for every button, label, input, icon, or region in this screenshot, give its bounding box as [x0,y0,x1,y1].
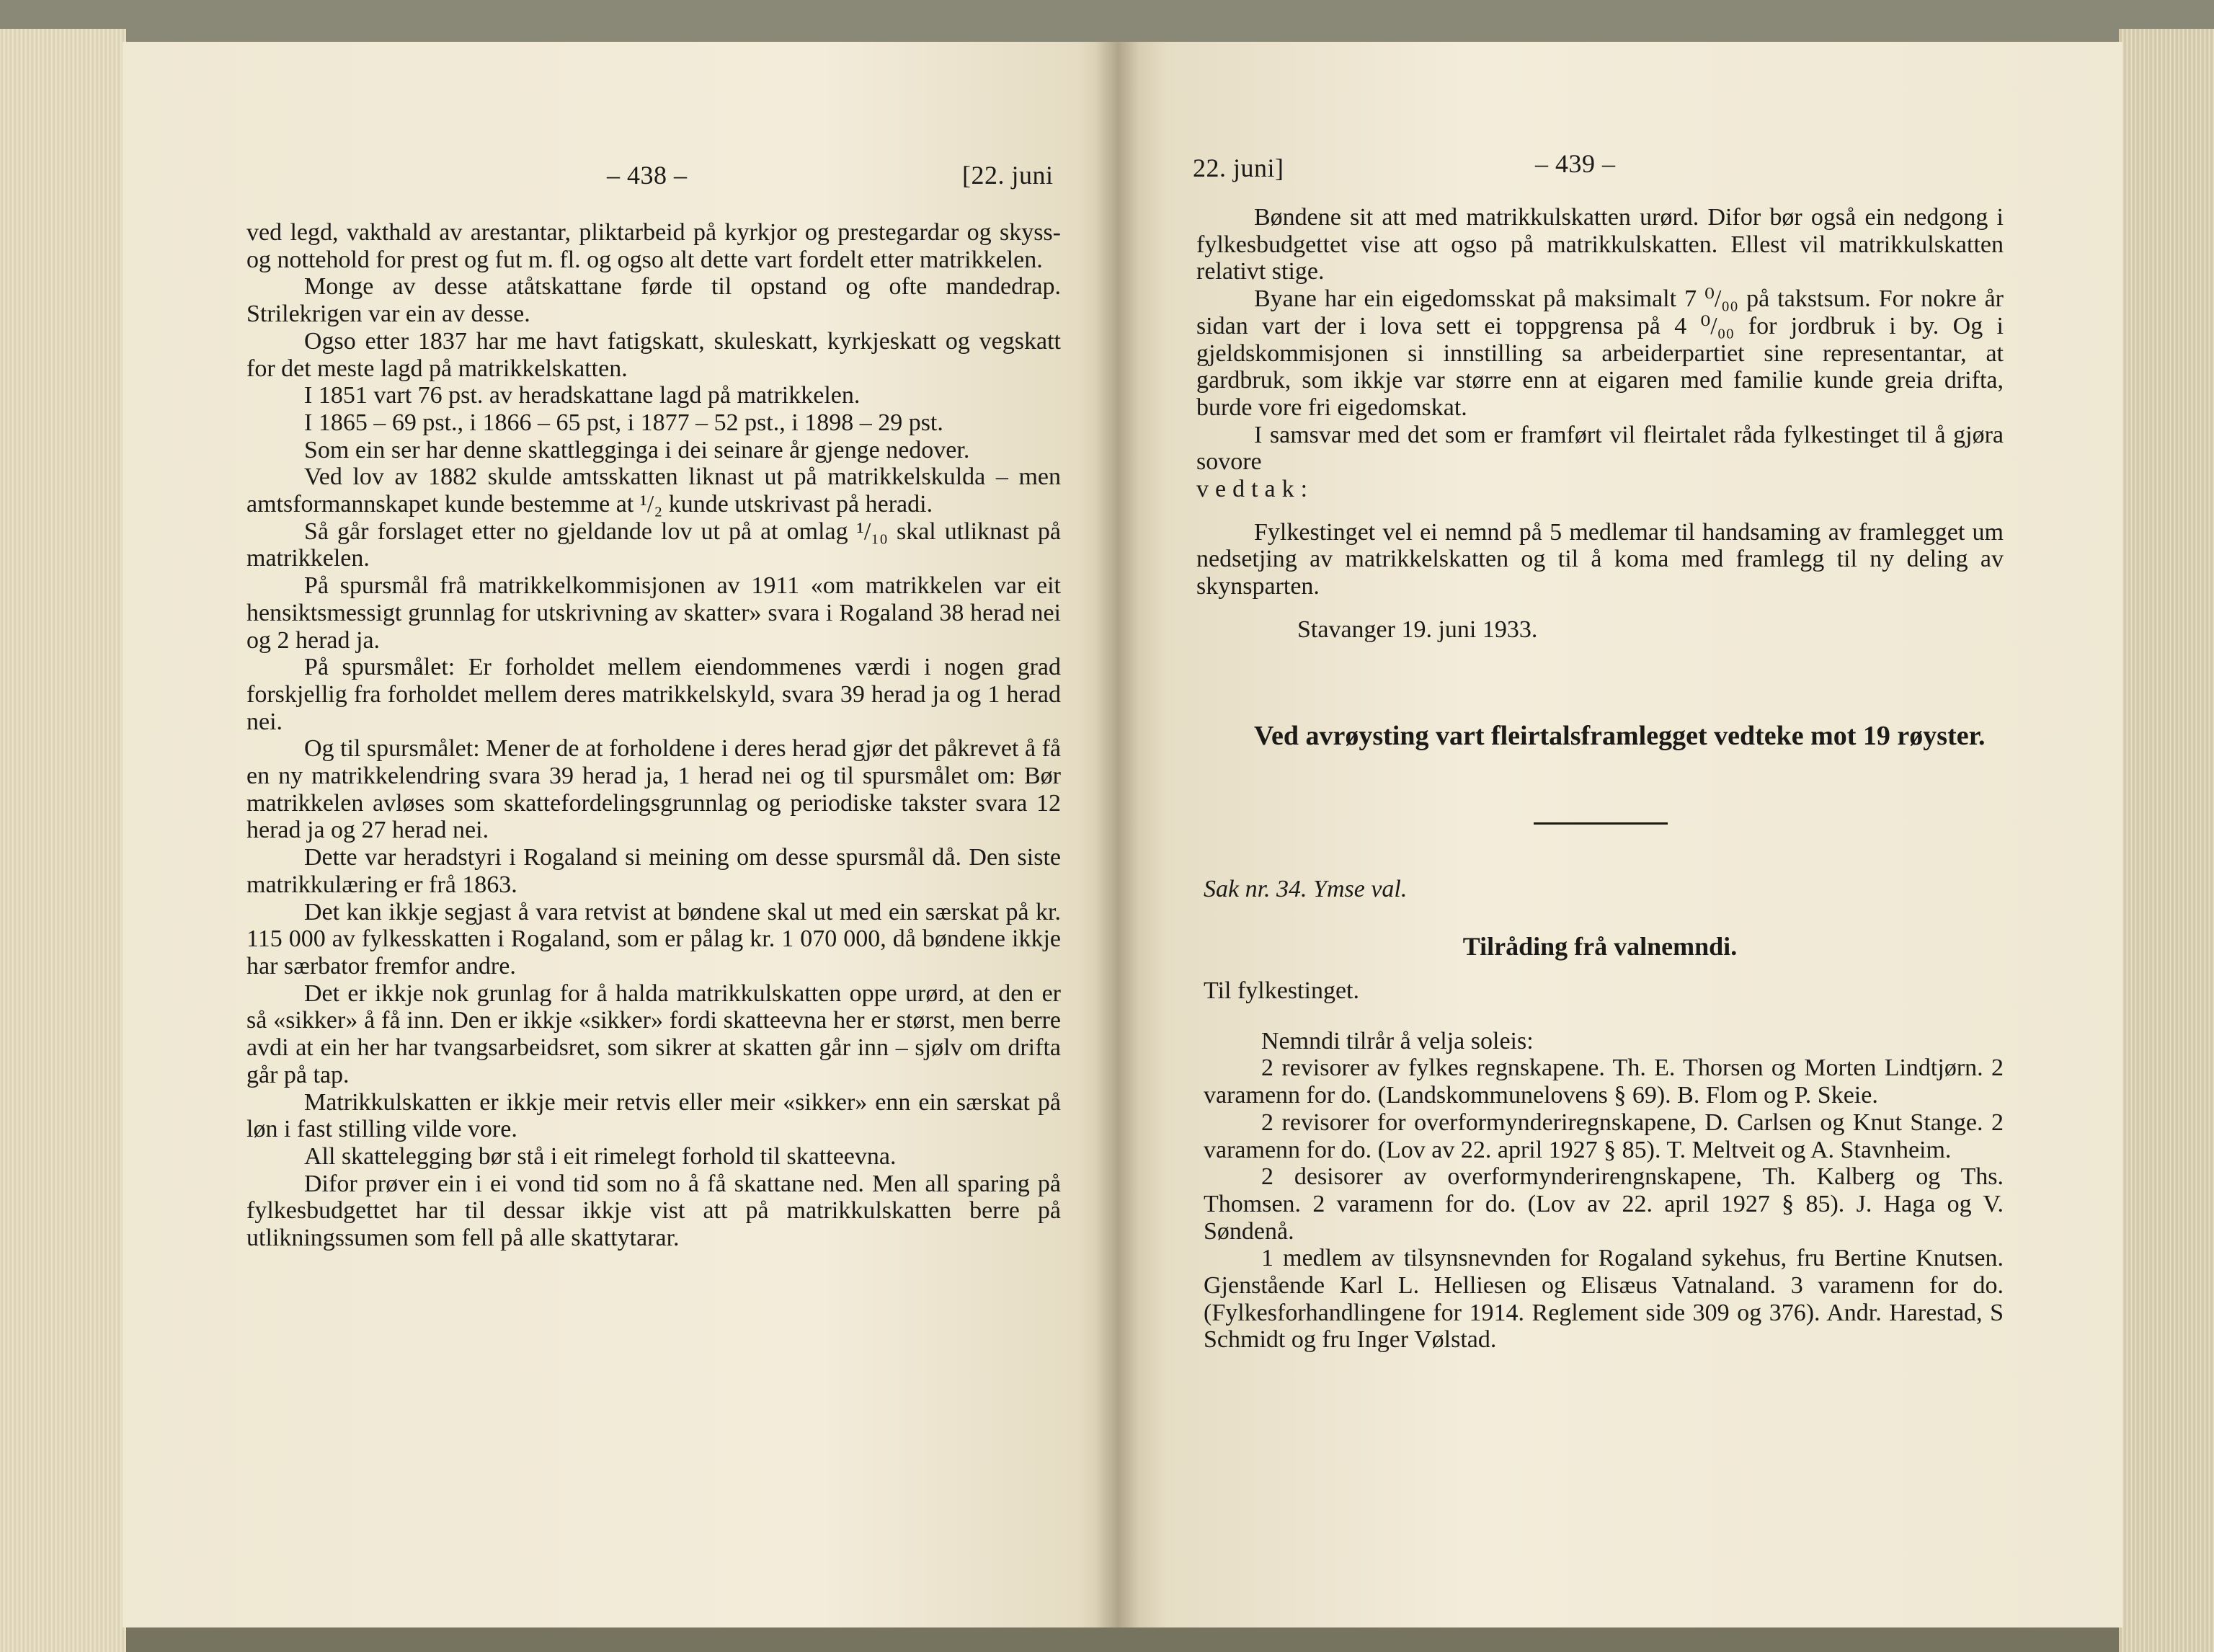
page-edges-right [2119,29,2214,1652]
paragraph: 2 revisorer for overformynderiregnskapene, D. Carlsen og Knut Stange. 2 varamenn for do. (Lov av 22. april 1927 § 85). T. Meltveit og A. Stavnheim. [1204,1109,2004,1163]
paragraph: Og til spursmålet: Mener de at forholdene i deres herad gjør det påkrevet å få en ny matrikkelendring svara 39 herad ja, 1 herad nei og til spursmålet om: Bør matrikkelen avløses som skattefordelingsgrunnlag og periodiske takster svara 12 herad ja og 27 herad nei. [246,735,1061,844]
right-page-body-top [1196,204,2004,644]
section-divider [1534,822,1668,825]
paragraph: I 1851 vart 76 pst. av heradskattane lagd på matrikkelen. [304,382,861,409]
page-edges-left [0,29,126,1652]
paragraph: 2 revisorer av fylkes regnskapene. Th. E. Thorsen og Morten Lindtjørn. 2 varamenn for do. (Landskommunelovens § 69). B. Flom og P. Skeie. [1204,1054,2004,1109]
vedtak-label: vedtak: [1196,476,1315,503]
left-page-date: [22. juni [962,161,1054,190]
paragraph: Nemndi tilrår å velja soleis: [1261,1027,1534,1054]
paragraph: Monge av desse atåtskattane førde til opstand og ofte mandedrap. Strilekrigen var ein av desse. [246,273,1061,328]
addressee: Til fylkestinget. [1204,977,1359,1004]
paragraph: Bøndene sit att med matrikkulskatten urørd. Difor bør også ein nedgong i fylkesbudgettet vise att ogso på matrikkulskatten. Ellest vil matrikkulskatten relativt stige. [1196,204,2004,285]
book-gutter [1095,42,1139,1627]
paragraph: Byane har ein eigedomsskat på maksimalt 7 ⁰/₀₀ på takstsum. For nokre år sidan vart der i lova sett ei toppgrensa på 4 ⁰/₀₀ for jordbruk i by. Og i gjeldskommisjonen si innstilling sa arbeiderpartiet sine representantar, at gardbruk, som ikkje var større enn at eigaren med familie kunde greia drifta, burde vore fri eigedomskat. [1196,285,2004,421]
paragraph: Som ein ser har denne skattlegginga i dei seinare år gjenge nedover. [304,436,970,463]
paragraph: Det er ikkje nok grunlag for å halda matrikkulskatten oppe urørd, at den er så «sikker» å få inn. Den er ikkje «sikker» fordi skatteevna her er størst, men berre avdi at ein her har tvangsarbeidsret, som sikrer at skatten går inn – sjølv om drifta går på tap. [246,980,1061,1088]
paragraph: På spursmålet: Er forholdet mellem eiendommenes værdi i nogen grad forskjellig fra forholdet mellem deres matrikkelskyld, svara 39 herad ja og 1 herad nei. [246,654,1061,735]
case-heading: Sak nr. 34. Ymse val. [1204,876,1408,902]
sub-heading: Tilråding frå valnemndi. [1462,932,1738,961]
paragraph: I samsvar med det som er framført vil fleirtalet råda fylkestinget til å gjøra sovore [1196,421,2004,476]
paragraph: Dette var heradstyri i Rogaland si meining om desse spursmål då. Den siste matrikkulæring er frå 1863. [246,844,1061,898]
paragraph: Det kan ikkje segjast å vara retvist at bøndene skal ut med ein særskat på kr. 115 000 av fylkesskatten i Rogaland, som er pålag kr. 1 070 000, då bøndene ikkje har særbator fremfor andre. [246,898,1061,980]
signature-line: Stavanger 19. juni 1933. [1297,616,1538,643]
vote-result: Ved avrøysting vart fleirtalsframlegget vedteke mot 19 røyster. [1254,721,1986,751]
paragraph: All skattelegging bør stå i eit rimelegt forhold til skatteevna. [304,1142,897,1170]
paragraph: I 1865 – 69 pst., i 1866 – 65 pst, i 1877 – 52 pst., i 1898 – 29 pst. [304,409,943,436]
paragraph: Ogso etter 1837 har me havt fatigskatt, skuleskatt, kyrkjeskatt og vegskatt for det meste lagd på matrikkelskatten. [246,327,1061,382]
right-page-body-bottom [1204,977,2004,1354]
paragraph: ved legd, vakthald av arestantar, pliktarbeid på kyrkjor og prestegardar og skyss- og nottehold for prest og fut m. fl. og ogso alt dette vart fordelt etter matrikkelen. [246,219,1061,273]
paragraph: Så går forslaget etter no gjeldande lov ut på at omlag ¹/₁₀ skal utliknast på matrikkelen. [246,518,1061,572]
right-page-date: 22. juni] [1193,154,1284,182]
left-page-number: – 438 – [607,161,688,190]
paragraph: Matrikkulskatten er ikkje meir retvis eller meir «sikker» enn ein særskat på løn i fast stilling vilde vore. [246,1088,1061,1143]
resolution-text: Fylkestinget vel ei nemnd på 5 medlemar til handsaming av framlegget um nedsetjing av matrikkelskatten og til å koma med framlegg til ny deling av skynsparten. [1196,518,2004,600]
paragraph: Difor prøver ein i ei vond tid som no å få skattane ned. Men all sparing på fylkesbudgettet har til dessar ikkje vist att på matrikkulskatten berre på utlikningssumen som fell på alle skattytarar. [246,1170,1061,1252]
left-page-body [246,219,1061,1252]
paragraph: 1 medlem av tilsynsnevnden for Rogaland sykehus, fru Bertine Knutsen. Gjenstående Karl L. Helliesen og Elisæus Vatnaland. 3 varamenn for do. (Fylkesforhandlingene for 1914. Reglement side 309 og 376). Andr. Harestad, S Schmidt og fru Inger Vølstad. [1204,1245,2004,1354]
right-page-number: – 439 – [1535,149,1616,178]
paragraph: 2 desisorer av overformynderirengnskapene, Th. Kalberg og Ths. Thomsen. 2 varamenn for do. (Lov av 22. april 1927 § 85). J. Haga og V. Søndenå. [1204,1163,2004,1245]
paragraph: På spursmål frå matrikkelkommisjonen av 1911 «om matrikkelen var eit hensiktsmessigt grunnlag for utskrivning av skatter» svara i Rogaland 38 herad nei og 2 herad ja. [246,572,1061,654]
paragraph: Ved lov av 1882 skulde amtsskatten liknast ut på matrikkelskulda – men amtsformannskapet kunde bestemme at ¹/₂ kunde utskrivast på heradi. [246,463,1061,518]
